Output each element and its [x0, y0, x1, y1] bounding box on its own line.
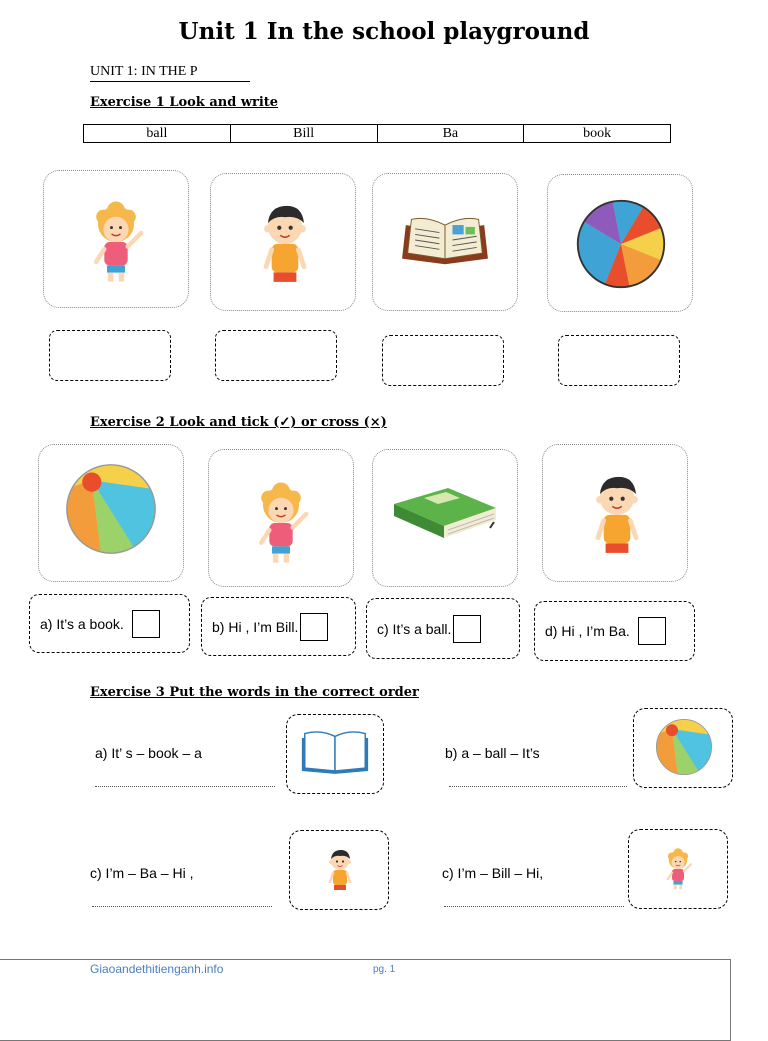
ex1-picture-card: [547, 174, 693, 312]
sentence-text: a) It’s a book.: [40, 615, 124, 632]
girl-bill-icon: [659, 846, 697, 892]
ex2-picture-card: [542, 444, 688, 582]
boy-ba-icon: [579, 463, 655, 563]
sentence-text: b) Hi , I’m Bill.: [212, 618, 299, 635]
ball-icon: [63, 461, 159, 557]
ex1-picture-card: [372, 173, 518, 311]
sentence-d: [534, 601, 695, 661]
sentence-c: [366, 598, 520, 659]
answer-line[interactable]: [92, 906, 272, 907]
ex1-picture-card: [43, 170, 189, 308]
ex2-picture-card: [372, 449, 518, 587]
boy-ba-icon: [320, 841, 360, 897]
exercise2-heading: Exercise 2 Look and tick (✓) or cross (×): [90, 415, 387, 430]
sentence-text: d) Hi , I’m Ba.: [545, 623, 630, 639]
order-item-b: b) a – ball – It’s: [445, 745, 540, 761]
answer-box[interactable]: [49, 330, 171, 381]
girl-bill-icon: [78, 197, 154, 287]
answer-box[interactable]: [215, 330, 337, 381]
boy-ba-icon: [247, 192, 323, 292]
answer-box[interactable]: [558, 335, 680, 386]
order-item-a: a) It’ s – book – a: [95, 745, 202, 761]
ex2-picture-card: [208, 449, 354, 587]
sentence-b: [201, 597, 356, 656]
word-bank-item: book: [524, 125, 671, 143]
ex3-picture-frame: [289, 830, 389, 910]
ex3-picture-frame: [286, 714, 384, 794]
footer-page-number: pg. 1: [373, 964, 396, 975]
ex3-picture-frame: [633, 708, 733, 788]
word-bank-item: Bill: [230, 125, 377, 143]
girl-bill-icon: [243, 478, 319, 568]
tick-box[interactable]: [453, 615, 481, 643]
word-bank-item: Ba: [377, 125, 524, 143]
tick-box[interactable]: [132, 610, 160, 638]
ex3-picture-frame: [628, 829, 728, 909]
ex2-picture-card: [38, 444, 184, 582]
ball-icon: [574, 197, 668, 291]
ball-icon: [654, 717, 714, 777]
answer-line[interactable]: [444, 906, 624, 907]
word-bank-table: [83, 124, 671, 143]
answer-line[interactable]: [95, 786, 275, 787]
order-item-d: c) I’m – Bill – Hi,: [442, 865, 544, 881]
book-icon: [389, 484, 501, 544]
tick-box[interactable]: [638, 617, 666, 645]
tick-box[interactable]: [300, 613, 328, 641]
book-icon: [397, 212, 493, 268]
exercise3-heading: Exercise 3 Put the words in the correct order: [90, 685, 419, 700]
page-title: Unit 1 In the school playground: [178, 18, 590, 45]
sentence-text: c) It’s a ball.: [377, 620, 452, 637]
book-icon: [299, 725, 371, 781]
footer-site: Giaoandethitienganh.info: [90, 962, 224, 976]
word-bank-item: ball: [84, 125, 231, 143]
answer-box[interactable]: [382, 335, 504, 386]
order-item-c: c) I’m – Ba – Hi ,: [90, 865, 194, 881]
ex1-picture-card: [210, 173, 356, 311]
answer-line[interactable]: [449, 786, 627, 787]
exercise1-heading: Exercise 1 Look and write: [90, 95, 279, 110]
sentence-a: [29, 594, 190, 653]
unit-label: UNIT 1: IN THE P: [90, 64, 250, 82]
